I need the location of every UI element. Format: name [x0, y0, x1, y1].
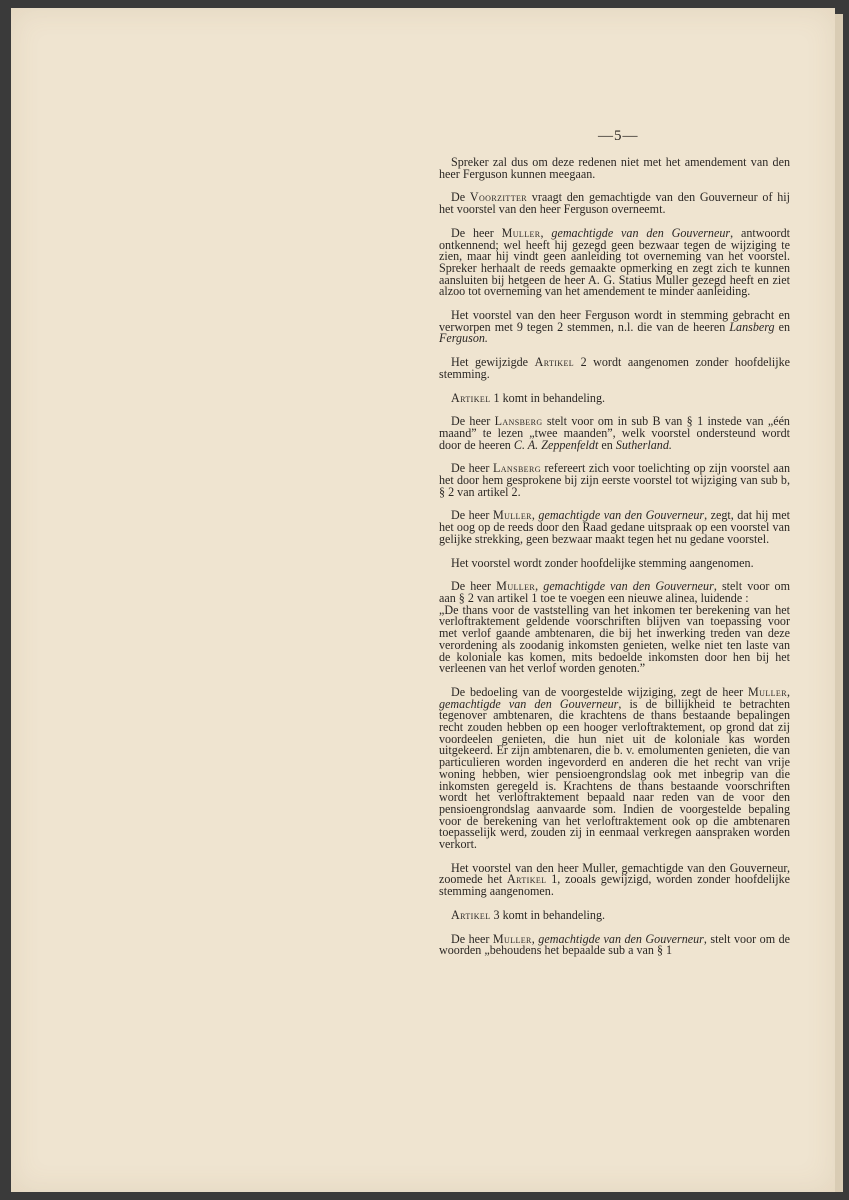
italic-run: Ferguson.	[439, 331, 488, 346]
text-run: en	[598, 437, 616, 452]
text-run: 3 komt in behandeling.	[490, 907, 606, 922]
text-run: „De thans voor de vaststelling van het inkomen ter berekening van het verloftraktement geldende voorschriften blijven van toepassing voor met verlof gaande ambtenaren, die bij het inwerking treden van deze verordening als zoodanig inkomsten genieten, welke niet ten laste van de koloniale kas komen, mits bedoelde inkomsten door hen bij het verleenen van het verlof worden genoten.”	[439, 602, 790, 676]
paragraph	[439, 463, 790, 498]
text-run: De heer	[451, 225, 502, 240]
small-caps-run: Muller	[492, 931, 532, 946]
small-caps-run: Voorzitter	[469, 190, 528, 205]
small-caps-run: Lansberg	[494, 414, 543, 429]
text-run: Het gewijzigde	[451, 355, 535, 370]
text-run: , stelt voor om de woorden „behoudens het bepaalde sub a van § 1	[439, 931, 790, 958]
paragraph	[439, 907, 790, 922]
small-caps-run: Artikel	[506, 872, 547, 887]
paragraph	[439, 684, 790, 852]
page-number: —5—	[598, 128, 639, 144]
text-run: 2 wordt aangenomen zonder hoofdelijke stemming.	[439, 355, 790, 381]
text-run: ,	[535, 579, 544, 594]
paragraph	[439, 931, 790, 958]
text-run: Spreker zal dus om deze redenen niet met het amendement van den heer Ferguson kunnen meegaan.	[439, 155, 790, 181]
text-run: De heer	[451, 461, 493, 476]
text-run: De bedoeling van de voorgestelde wijziging, zegt de heer	[451, 684, 749, 699]
paragraph	[439, 860, 790, 899]
text-run: refereert zich voor toelichting op zijn voorstel aan het door hem gesprokene bij zijn eerste voorstel tot wijziging van sub b, § 2 van artikel 2.	[439, 461, 790, 499]
text-run: 1, zooals gewijzigd, worden zonder hoofdelijke stemming aangenomen.	[439, 872, 790, 899]
paragraph	[439, 602, 790, 676]
text-run: ,	[531, 931, 539, 946]
italic-run: gemachtigde van den Gouverneur	[538, 931, 704, 946]
paragraph	[439, 581, 790, 604]
small-caps-run: Muller	[492, 508, 532, 523]
paragraph	[439, 555, 790, 570]
text-run: De heer	[451, 931, 493, 946]
text-run: De heer	[451, 579, 497, 594]
text-run: , stelt voor om aan § 2 van artikel 1 toe te voegen een nieuwe alinea, luidende :	[439, 579, 790, 605]
text-run: 1 komt in behandeling.	[490, 390, 606, 405]
text-run: en	[774, 319, 790, 334]
text-run: ,	[786, 684, 790, 699]
paragraph	[439, 390, 790, 405]
text-run: Het voorstel wordt zonder hoofdelijke stemming aangenomen.	[451, 555, 754, 570]
italic-run: C. A. Zeppenfeldt	[513, 437, 599, 452]
text-run: De heer	[451, 414, 495, 429]
italic-run: Lansberg	[729, 319, 775, 334]
small-caps-run: Muller	[496, 579, 536, 594]
text-run: Het voorstel van den heer Muller, gemachtigde van den Gouverneur, zoomede het	[439, 860, 790, 887]
text-run: ,	[540, 225, 552, 240]
small-caps-run: Artikel	[534, 355, 575, 370]
minutes-text-column	[439, 157, 790, 969]
italic-run: gemachtigde van den Gouverneur	[543, 579, 714, 594]
italic-run: Sutherland.	[615, 437, 672, 452]
small-caps-run: Artikel	[451, 907, 491, 922]
text-run: , is de billijkheid te betrachten tegenover ambtenaren, die krachtens de thans bestaande bepalingen recht zouden hebben op een hooger verloftraktement, op grond dat zij voordeelen genieten, die hun niet uit de koloniale kas worden uitgekeerd. Er zijn ambtenaren, die b. v. emolumenten genieten, die van particulieren worden ingevorderd en anderen die het recht van vrije woning hebben, wier pensioengrondslag ook met inbegrip van die inkomsten geregeld is. Krachtens de thans bestaande voorschriften wordt het verloftraktement bepaald naar reden van de voor den pensioengrondslag aanvaarde som. Indien de voorgestelde bepaling voor de berekening van het verloftraktement ook op die ambtenaren toepasselijk werd, zouden zij in eenmaal verkregen aanspraken worden verkort.	[439, 696, 790, 852]
paragraph	[439, 510, 790, 545]
text-run: De heer	[451, 508, 493, 523]
text-run: , zegt, dat hij met het oog op de reeds door den Raad gedane uitspraak op een voorstel van gelijke strekking, geen bezwaar maakt tegen het nu gedane voorstel.	[439, 508, 790, 546]
small-caps-run: Lansberg	[492, 461, 541, 476]
text-run: vraagt den gemachtigde van den Gouverneur of hij het voorstel van den heer Ferguson overneemt.	[439, 190, 790, 217]
small-caps-run: Muller	[748, 684, 787, 699]
text-run: ,	[531, 508, 539, 523]
page-edge	[835, 14, 843, 1192]
paragraph	[439, 310, 790, 345]
small-caps-run: Artikel	[451, 390, 491, 405]
paragraph	[439, 225, 790, 299]
paragraph	[439, 357, 790, 380]
text-run: , antwoordt ontkennend; wel heeft hij gezegd geen bezwaar tegen de wijziging te zien, maar hij vindt geen aanleiding tot overneming van het voorstel. Spreker herhaalt de reeds gemaakte opmerking en zegt zich te kunnen aansluiten bij hetgeen de heer A. G. Statius Muller gezegd heeft en ziet alzoo tot overneming van het amendement te minder aanleiding.	[439, 225, 790, 299]
italic-run: gemachtigde van den Gouverneur	[538, 508, 705, 523]
paragraph	[439, 192, 790, 215]
italic-run: gemachtigde van den Gouverneur	[439, 696, 619, 711]
text-run: De	[451, 190, 470, 205]
text-run: stelt voor om in sub B van § 1 instede van „één maand” te lezen „twee maanden”, welk voorstel ondersteund wordt door de heeren	[439, 414, 790, 452]
small-caps-run: Muller	[501, 225, 541, 240]
text-run: Het voorstel van den heer Ferguson wordt in stemming gebracht en verworpen met 9 tegen 2 stemmen, n.l. die van de heeren	[439, 308, 790, 334]
italic-run: gemachtigde van den Gouverneur	[551, 225, 731, 240]
paragraph	[439, 157, 790, 180]
paragraph	[439, 416, 790, 451]
